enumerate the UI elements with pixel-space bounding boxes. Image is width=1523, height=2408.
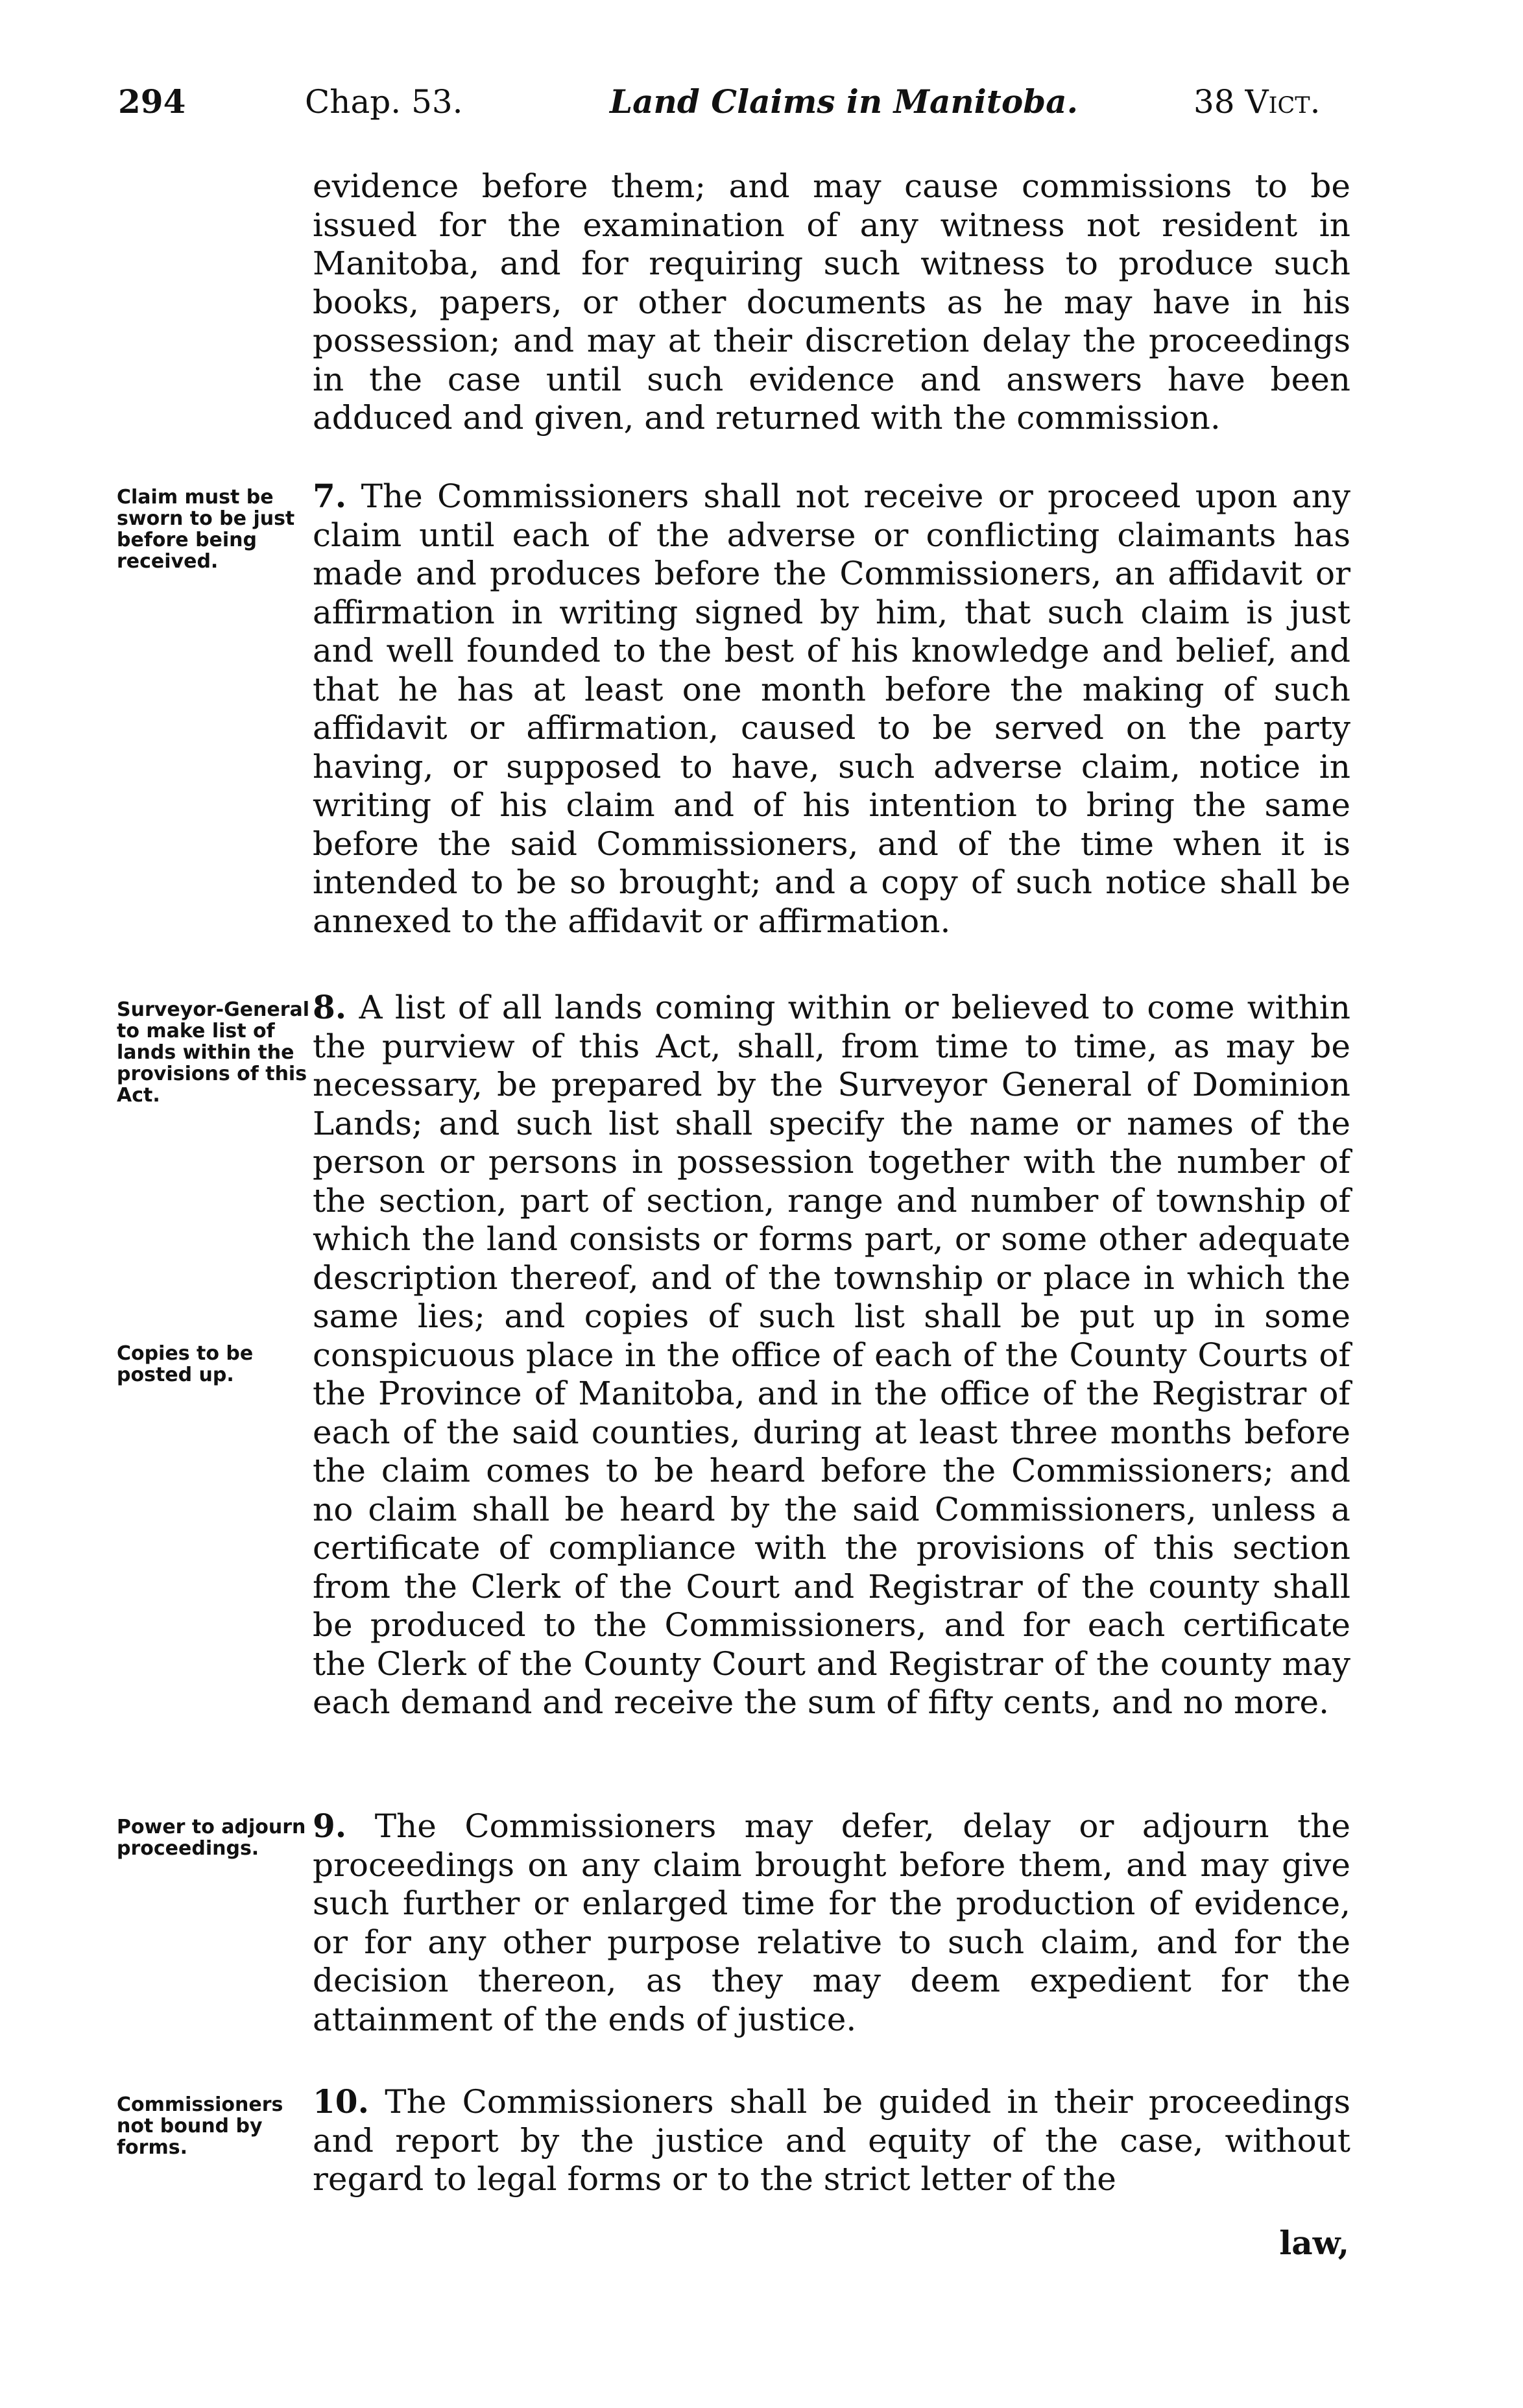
section-9-text: The Commissioners may defer, delay or adjourn the proceedings on any claim brought before them, and may give such further or enlarged time for the production of evidence, or for any other purpose relative to such claim, and for the decision thereon, as they may deem expedient for the attainment of the ends of justice. (313, 1807, 1350, 2038)
margin-note-section-9: Power to adjourn proceedings. (117, 1816, 306, 1860)
section-8-number: 8. (313, 988, 347, 1026)
section-10-text: The Commissioners shall be guided in their proceedings and report by the justice and equity of the case, without regard to legal forms or to the strict letter of the (313, 2083, 1350, 2198)
section-10-paragraph (313, 2082, 1350, 2199)
continuation-text: evidence before them; and may cause commissions to be issued for the examination of any witness not resident in Manitoba, and for requiring such witness to produce such books, papers, or other documents as he may have in his possession; and may at their discretion delay the proceedings in the case until such evidence and answers have been adduced and given, and returned with the commission. (313, 167, 1350, 437)
section-9-number: 9. (313, 1807, 347, 1845)
section-8-text: A list of all lands coming within or believed to come within the purview of this Act, shall, from time to time, as may be necessary, be prepared by the Surveyor General of Dominion Lands; and such list shall specify the name or names of the person or persons in possession together with the number of the section, part of section, range and number of township of which the land consists or forms part, or some other adequate description thereof, and of the township or place in which the same lies; and copies of such list shall be put up in some conspicuous place in the office of each of the County Courts of the Province of Manitoba, and in the office of the Registrar of each of the said counties, during at least three months before the claim comes to be heard before the Commissioners; and no claim shall be heard by the said Commissioners, unless a certificate of compliance with the provisions of this section from the Clerk of the Court and Registrar of the county shall be produced to the Commissioners, and for each certificate the Clerk of the County Court and Registrar of the county may each demand and receive the sum of fifty cents, and no more. (313, 989, 1350, 1721)
section-7-paragraph (313, 477, 1350, 941)
running-header (0, 79, 1523, 131)
section-10 (313, 2082, 1350, 2199)
section-8-paragraph (313, 988, 1350, 1722)
chapter-number: Chap. 53. (305, 83, 463, 121)
margin-note-section-8-copies: Copies to be posted up. (117, 1342, 254, 1386)
page-title: Land Claims in Manitoba. (610, 82, 1078, 121)
section-7 (313, 477, 1350, 941)
section-7-number: 7. (313, 477, 347, 515)
section-10-number: 10. (313, 2082, 369, 2121)
continuation-paragraph (313, 167, 1350, 438)
page-number: 294 (118, 82, 186, 121)
section-7-text: The Commissioners shall not receive or proceed upon any claim until each of the adverse or conflicting claimants has made and produces before the Commissioners, an affidavit or affirmation in writing signed by him, that such claim is just and well founded to the best of his knowledge and belief, and that he has at least one month before the making of such affidavit or affirmation, caused to be served on the party having, or supposed to have, such adverse claim, notice in writing of his claim and of his intention to bring the same before the said Commissioners, and of the time when it is intended to be so brought; and a copy of such notice shall be annexed to the affidavit or affirmation. (313, 477, 1350, 940)
margin-note-section-7: Claim must be sworn to be just before being received. (117, 486, 295, 573)
section-9 (313, 1807, 1350, 2039)
margin-note-section-10: Commissioners not bound by forms. (117, 2093, 283, 2159)
section-9-paragraph (313, 1807, 1350, 2039)
regnal-year: 38 Vict. (1193, 83, 1321, 121)
section-8 (313, 988, 1350, 1722)
margin-note-section-8: Surveyor-General to make list of lands within the provisions of this Act. (117, 998, 310, 1107)
catchword: law, (1279, 2224, 1349, 2262)
